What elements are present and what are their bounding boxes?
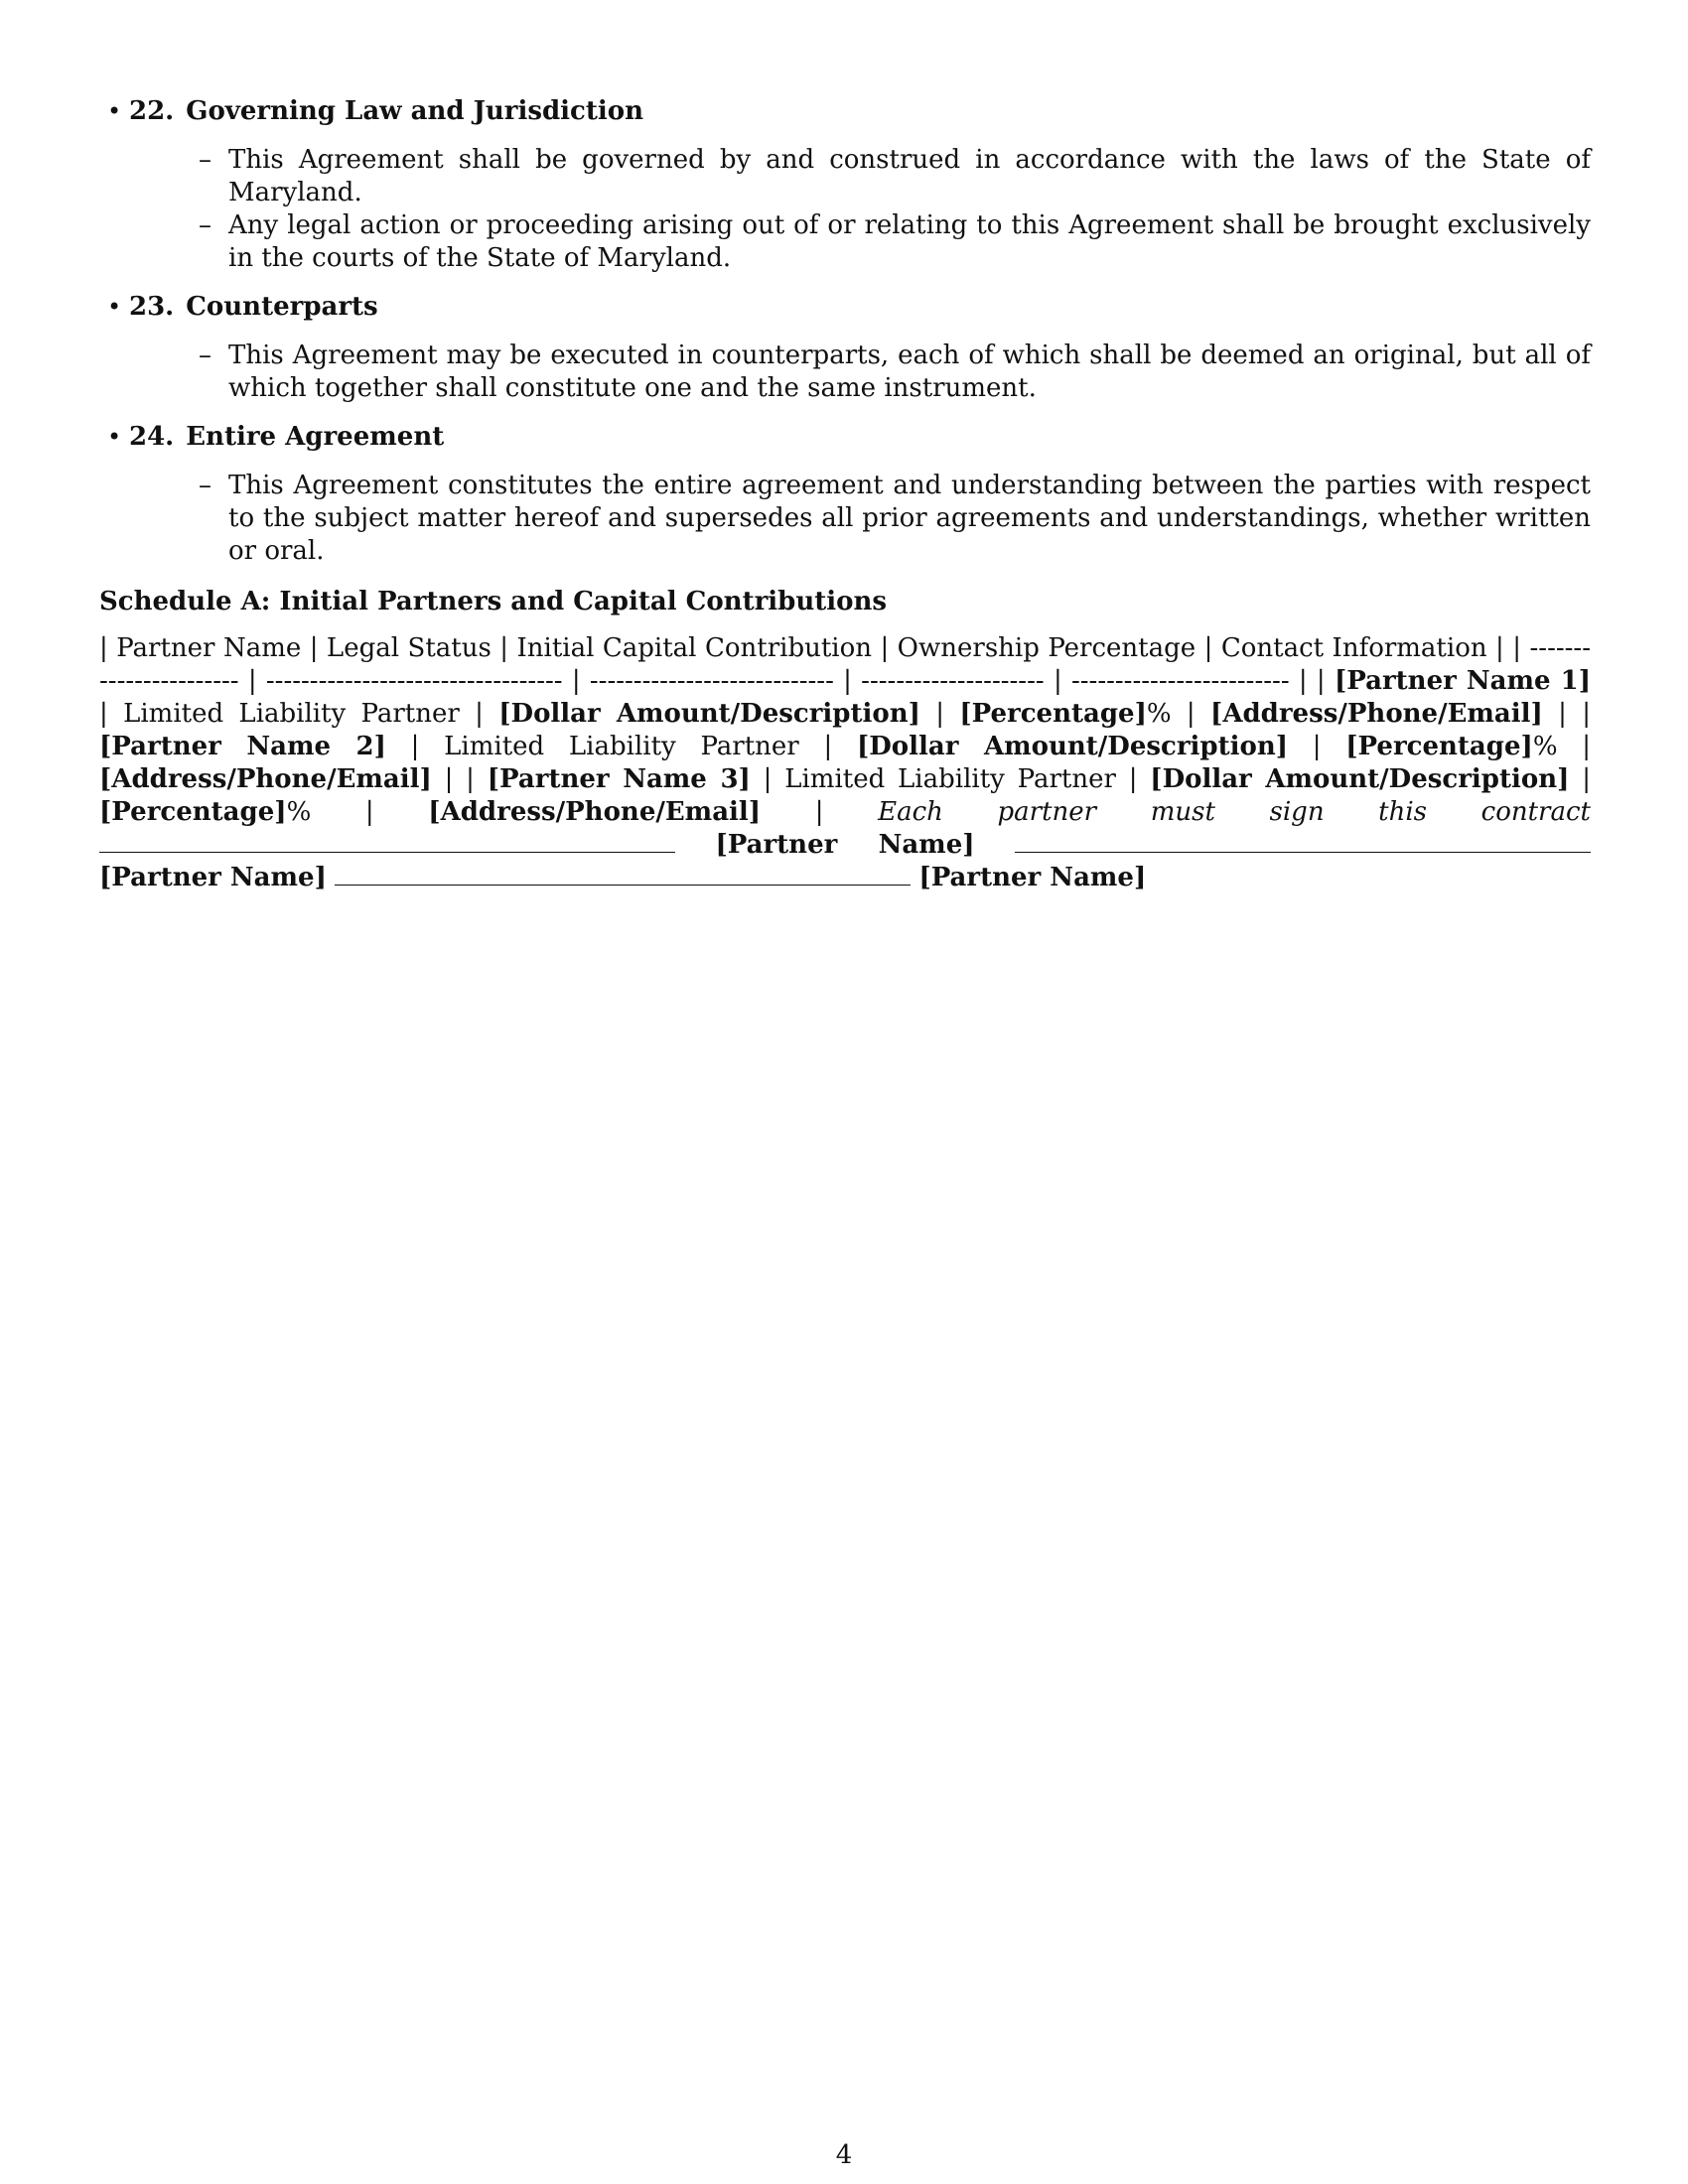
clause-list	[129, 470, 1591, 568]
clause-item	[199, 209, 1591, 275]
section-list	[99, 95, 1591, 568]
signature-name-2: [Partner Name]	[99, 863, 327, 892]
legal-status-1: Limited Liability Partner	[123, 699, 460, 729]
section-title: Entire Agreement	[186, 422, 445, 452]
dash-icon: –	[199, 341, 211, 370]
clause-list	[129, 340, 1591, 405]
capital-contribution-3: [Dollar Amount/Description]	[1150, 764, 1570, 794]
section-heading	[129, 291, 1591, 324]
percent-sign: %	[286, 797, 312, 827]
section-number: 24.	[129, 422, 175, 452]
section-title: Counterparts	[186, 292, 378, 322]
schedule-title: Schedule A: Initial Partners and Capital Contributions	[99, 587, 888, 616]
legal-status-3: Limited Liability Partner	[784, 764, 1116, 794]
section-heading	[129, 95, 1591, 128]
partner-name-3: [Partner Name 3]	[487, 764, 751, 794]
signature-name-3: [Partner Name]	[918, 863, 1147, 892]
bullet-icon: •	[107, 97, 122, 125]
section-23	[107, 291, 1591, 405]
ownership-percentage-3: [Percentage]	[99, 797, 287, 827]
section-number: 22.	[129, 96, 175, 126]
signature-name-1: [Partner Name]	[715, 830, 975, 860]
dash-icon: –	[199, 471, 211, 500]
schedule-header-row: | Partner Name | Legal Status | Initial Capital Contribution | Ownership Percentage | Contact Information | | ----------------------- | ---------------------------------- | ---------------------------- | --------------------- | ------------------------- | |	[99, 633, 1591, 696]
section-22	[107, 95, 1591, 275]
clause-text: This Agreement shall be governed by and construed in accordance with the laws of the State of Maryland.	[228, 145, 1591, 207]
ownership-percentage-1: [Percentage]	[959, 699, 1147, 729]
signature-line[interactable]	[1015, 830, 1591, 853]
ownership-percentage-2: [Percentage]	[1345, 732, 1533, 761]
schedule-table-text: | Partner Name | Legal Status | Initial Capital Contribution | Ownership Percentage | Contact Information | | ----------------------- | ---------------------------------- | ---------------------------- | --------------------- | ------------------------- | | [Partner Name 1] | Limited Liability Partner | [Dollar Amount/Description] | [Percentage]% | [Address/Phone/Email] | | [Partner Name 2] | Limited Liability Partner | [Dollar Amount/Description] | [Percentage]% | [Address/Phone/Email] | | [Partner Name 3] | Limited Liability Partner | [Dollar Amount/Description] | [Percentage]% | [Address/Phone/Email] | Each partner must sign this contract [Partner Name] [Partner Name] [Partner Name]	[99, 633, 1592, 892]
contact-info-1: [Address/Phone/Email]	[1210, 699, 1543, 729]
clause-item	[199, 470, 1591, 568]
signing-instruction: Each partner must sign this contract	[878, 797, 1591, 827]
clause-text: This Agreement constitutes the entire agreement and understanding between the parties with respect to the subject matter hereof and supersedes all prior agreements and understandings, whether written or oral.	[228, 471, 1591, 566]
clause-text: Any legal action or proceeding arising out of or relating to this Agreement shall be brought exclusively in the courts of the State of Maryland.	[228, 210, 1591, 273]
section-number: 23.	[129, 292, 175, 322]
contact-info-2: [Address/Phone/Email]	[99, 764, 432, 794]
percent-sign: %	[1532, 732, 1558, 761]
dash-icon: –	[199, 210, 211, 240]
bullet-icon: •	[107, 423, 122, 451]
clause-list	[129, 144, 1591, 275]
section-24	[107, 421, 1591, 568]
partner-name-1: [Partner Name 1]	[1334, 666, 1592, 696]
capital-contribution-1: [Dollar Amount/Description]	[498, 699, 920, 729]
section-heading	[129, 421, 1591, 454]
bullet-icon: •	[107, 293, 122, 321]
clause-item	[199, 144, 1591, 209]
clause-text: This Agreement may be executed in counterparts, each of which shall be deemed an original, but all of which together shall constitute one and the same instrument.	[228, 341, 1591, 403]
contact-info-3: [Address/Phone/Email]	[428, 797, 762, 827]
section-title: Governing Law and Jurisdiction	[186, 96, 644, 126]
clause-item	[199, 340, 1591, 405]
partner-name-2: [Partner Name 2]	[99, 732, 386, 761]
percent-sign: %	[1146, 699, 1172, 729]
signature-line[interactable]	[99, 830, 675, 853]
capital-contribution-2: [Dollar Amount/Description]	[856, 732, 1289, 761]
page-number: 4	[835, 2140, 853, 2170]
legal-status-2: Limited Liability Partner	[444, 732, 799, 761]
document-content	[99, 95, 1591, 894]
signature-line[interactable]	[335, 863, 911, 886]
dash-icon: –	[199, 145, 211, 175]
